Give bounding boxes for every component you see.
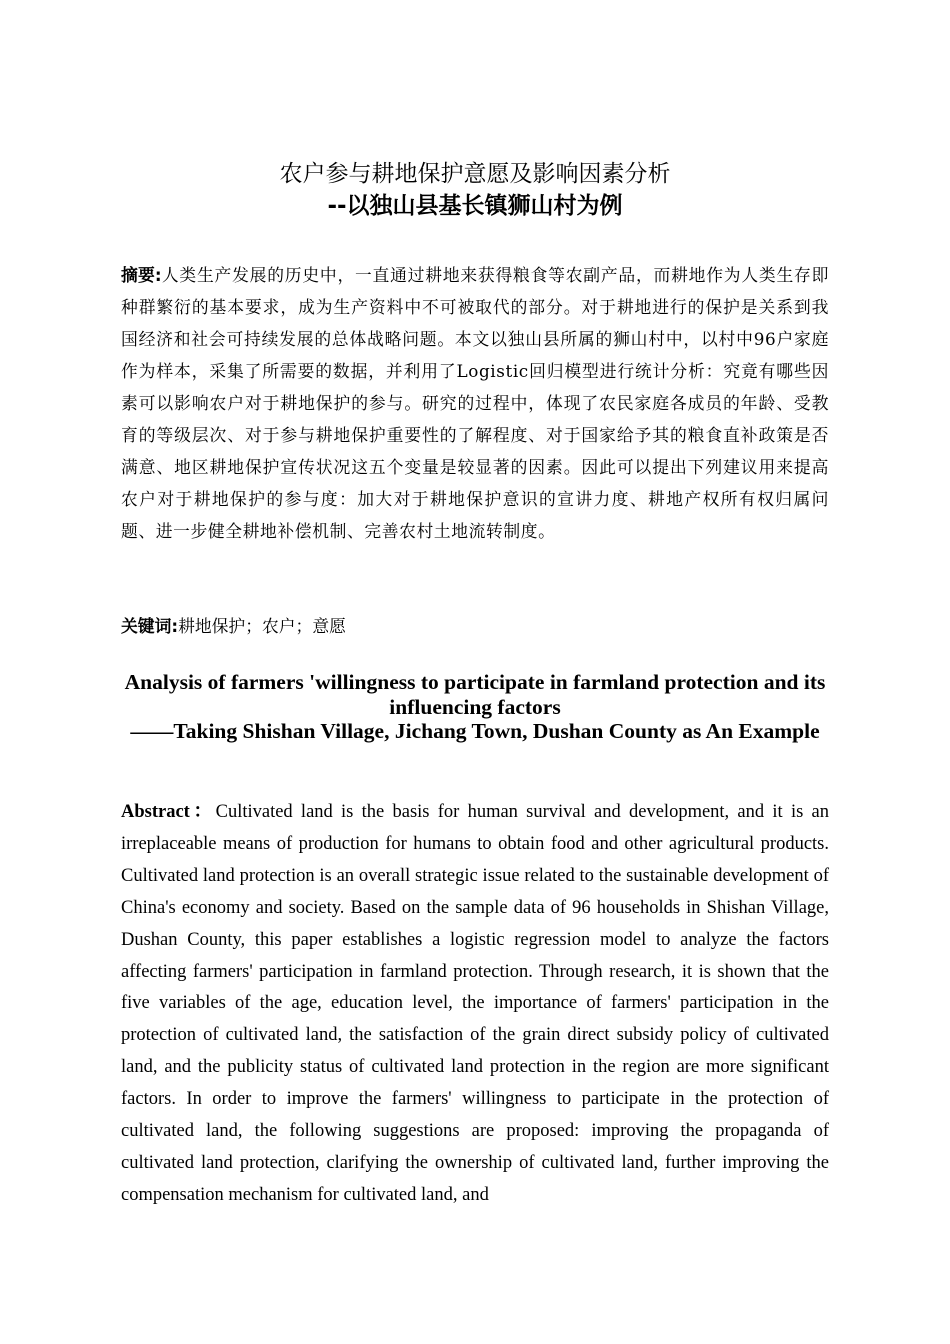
english-title-line1: Analysis of farmers 'willingness to participate in farmland protection and its influencing factors — [124, 670, 826, 719]
english-title-line2: ——Taking Shishan Village, Jichang Town, Dushan County as An Example — [130, 719, 820, 744]
english-abstract — [121, 797, 829, 1212]
chinese-keywords-text: 耕地保护；农户；意愿 — [178, 616, 346, 636]
chinese-abstract-text: 人类生产发展的历史中，一直通过耕地来获得粮食等农副产品，而耕地作为人类生存即种群繁衍的基本要求，成为生产资料中不可被取代的部分。对于耕地进行的保护是关系到我国经济和社会可持续发展的总体战略问题。本文以独山县所属的狮山村中，以村中96户家庭作为样本，采集了所需要的数据，并利用了Logistic回归模型进行统计分析：究竟有哪些因素可以影响农户对于耕地保护的参与。研究的过程中，体现了农民家庭各成员的年龄、受教育的等级层次、对于参与耕地保护重要性的了解程度、对于国家给予其的粮食直补政策是否满意、地区耕地保护宣传状况这五个变量是较显著的因素。因此可以提出下列建议用来提高农户对于耕地保护的参与度：加大对于耕地保护意识的宣讲力度、耕地产权所有权归属问题、进一步健全耕地补偿机制、完善农村土地流转制度。 — [121, 265, 829, 541]
chinese-keywords — [121, 610, 829, 642]
chinese-title-line2: --以独山县基长镇狮山村为例 — [327, 193, 623, 219]
chinese-keywords-label: 关键词: — [121, 616, 179, 636]
chinese-abstract-label: 摘要: — [121, 265, 162, 285]
chinese-abstract — [121, 259, 829, 547]
english-abstract-label: Abstract： — [121, 802, 216, 822]
chinese-title-line1: 农户参与耕地保护意愿及影响因素分析 — [279, 161, 671, 187]
english-title — [121, 670, 829, 744]
english-abstract-text: Cultivated land is the basis for human survival and development, and it is an irreplaceable means of production for humans to obtain food and other agricultural products. Cultivated land protection is an overall strategic issue related to the sustainable development of China's economy and society. Based on the sample data of 96 households in Shishan Village, Dushan County, this paper establishes a logistic regression model to analyze the factors affecting farmers' participation in farmland protection. Through research, it is shown that the five variables of the age, education level, the importance of farmers' participation in the protection of cultivated land, the satisfaction of the grain direct subsidy policy of cultivated land, and the publicity status of cultivated land protection in the region are more significant factors. In order to improve the farmers' willingness to participate in the protection of cultivated land, the following suggestions are proposed: improving the propaganda of cultivated land protection, clarifying the ownership of cultivated land, further improving the compensation mechanism for cultivated land, and — [121, 802, 829, 1205]
chinese-title — [121, 158, 829, 222]
